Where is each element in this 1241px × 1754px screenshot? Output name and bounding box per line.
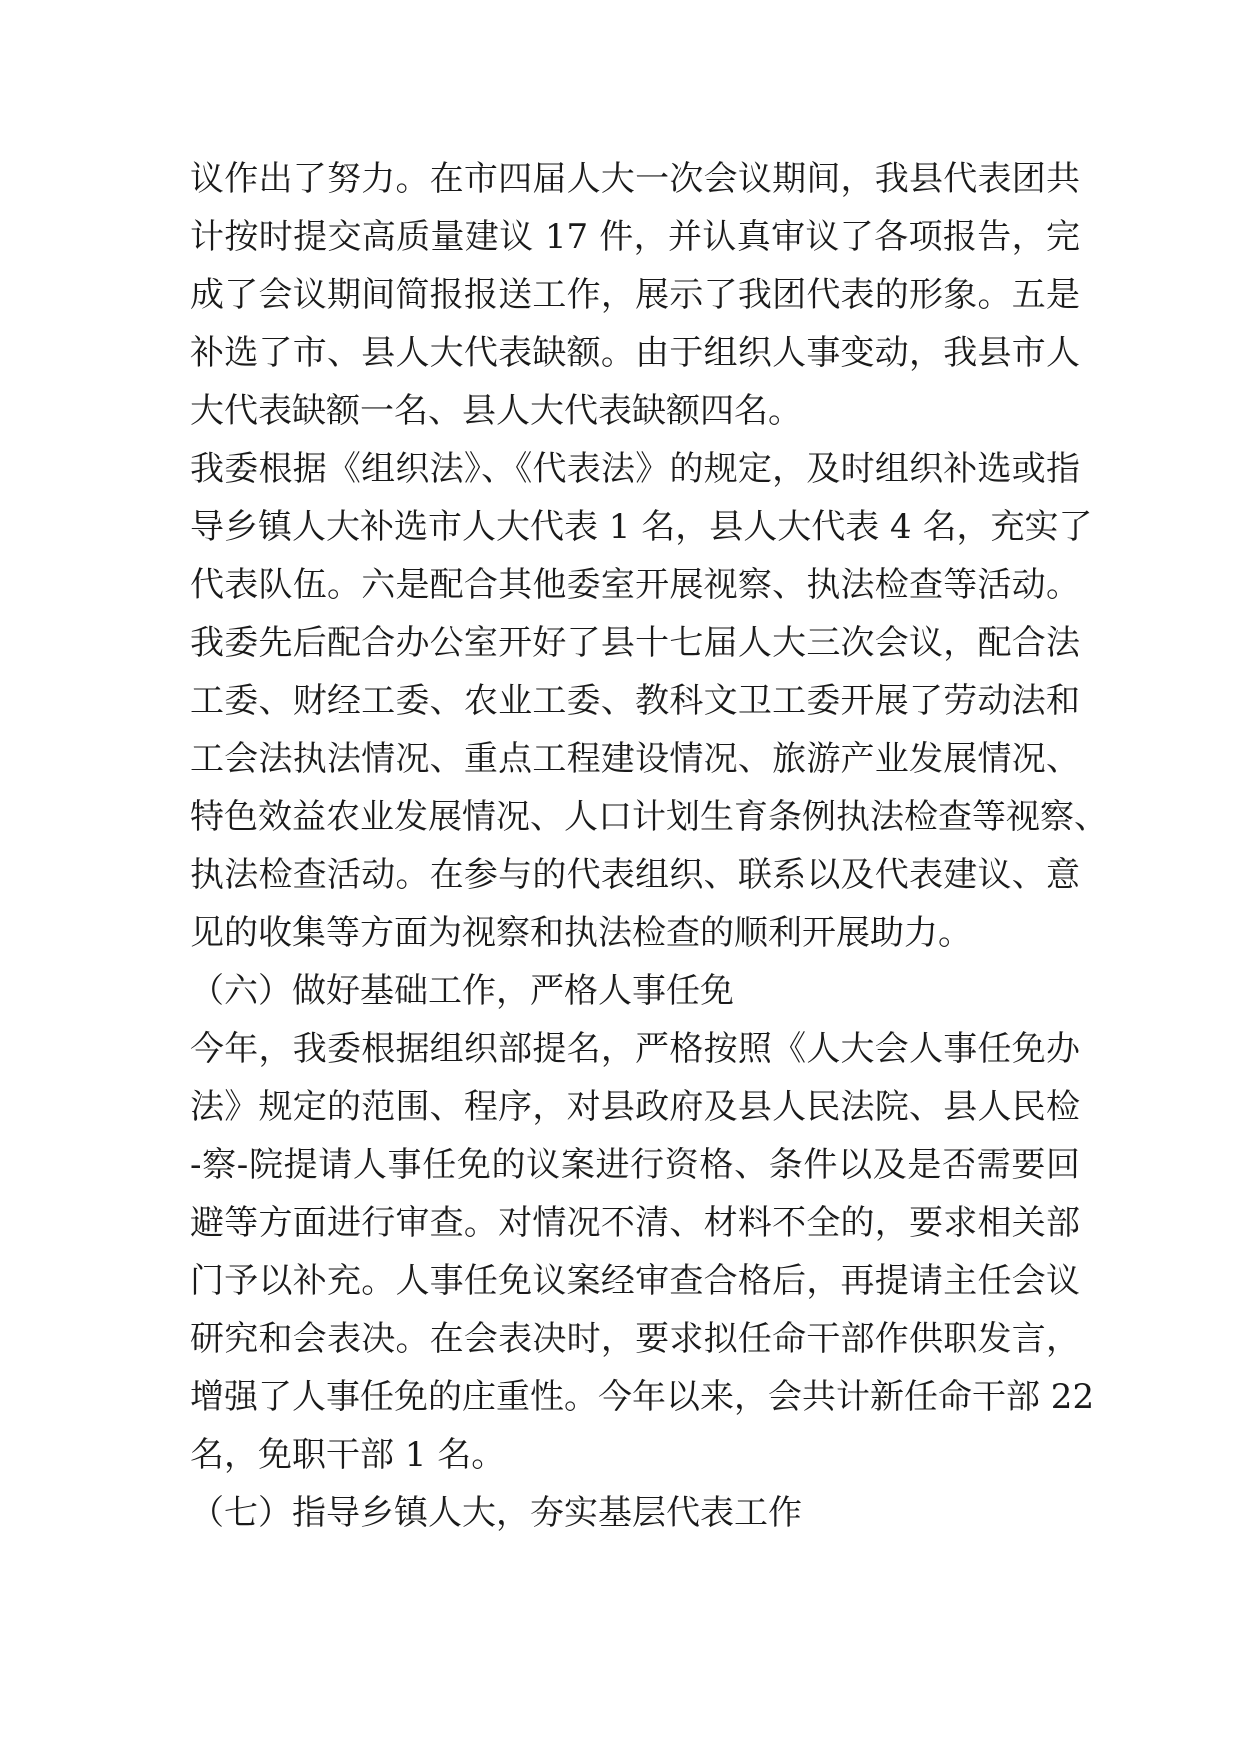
- paragraph-line: 避等方面进行审查。对情况不清、材料不全的，要求相关部: [190, 1203, 1080, 1243]
- paragraph-line: 议作出了努力。在市四届人大一次会议期间，我县代表团共: [190, 159, 1080, 199]
- paragraph-line: 大代表缺额一名、县人大代表缺额四名。: [190, 391, 802, 431]
- paragraph-line: 补选了市、县人大代表缺额。由于组织人事变动，我县市人: [190, 333, 1080, 373]
- paragraph-line: 导乡镇人大补选市人大代表 1 名，县人大代表 4 名，充实了: [190, 507, 1093, 547]
- paragraph-line: 工会法执法情况、重点工程建设情况、旅游产业发展情况、: [190, 739, 1080, 779]
- paragraph-line: 代表队伍。六是配合其他委室开展视察、执法检查等活动。: [190, 565, 1080, 605]
- paragraph-line: 增强了人事任免的庄重性。今年以来，会共计新任命干部 22: [190, 1377, 1095, 1417]
- paragraph-line: 研究和会表决。在会表决时，要求拟任命干部作供职发言，: [190, 1319, 1080, 1359]
- section-heading: （七）指导乡镇人大，夯实基层代表工作: [190, 1493, 802, 1533]
- paragraph-line: -察-院提请人事任免的议案进行资格、条件以及是否需要回: [190, 1145, 1080, 1185]
- paragraph-line: 门予以补充。人事任免议案经审查合格后，再提请主任会议: [190, 1261, 1080, 1301]
- paragraph-line: 执法检查活动。在参与的代表组织、联系以及代表建议、意: [190, 855, 1080, 895]
- section-heading: （六）做好基础工作，严格人事任免: [190, 971, 734, 1011]
- document-body: [190, 150, 1108, 1542]
- paragraph-line: 成了会议期间简报报送工作，展示了我团代表的形象。五是: [190, 275, 1080, 315]
- paragraph-line: 我委根据《组织法》、《代表法》的规定，及时组织补选或指: [190, 449, 1080, 489]
- paragraph-line: 见的收集等方面为视察和执法检查的顺利开展助力。: [190, 913, 972, 953]
- paragraph-line: 今年，我委根据组织部提名，严格按照《人大会人事任免办: [190, 1029, 1080, 1069]
- paragraph-line: 法》规定的范围、程序，对县政府及县人民法院、县人民检: [190, 1087, 1080, 1127]
- paragraph-line: 工委、财经工委、农业工委、教科文卫工委开展了劳动法和: [190, 681, 1080, 721]
- paragraph-line: 特色效益农业发展情况、人口计划生育条例执法检查等视察、: [190, 797, 1108, 837]
- paragraph-line: 我委先后配合办公室开好了县十七届人大三次会议，配合法: [190, 623, 1080, 663]
- paragraph-line: 计按时提交高质量建议 17 件，并认真审议了各项报告，完: [190, 217, 1080, 257]
- paragraph-line: 名，免职干部 1 名。: [190, 1435, 506, 1475]
